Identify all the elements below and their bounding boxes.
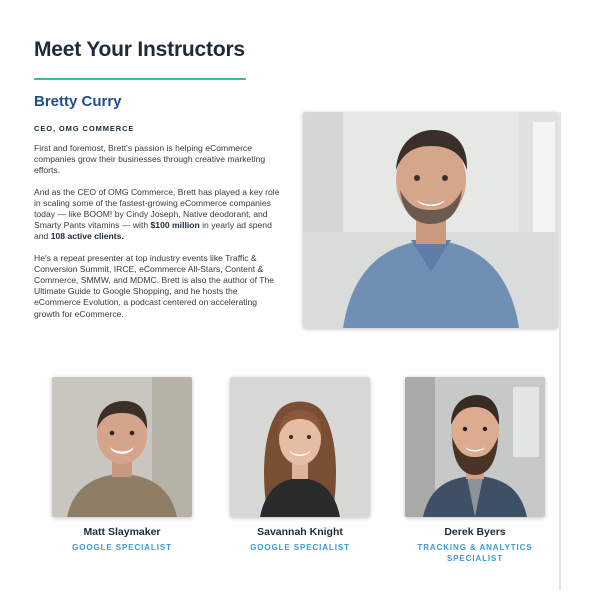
instructor-name: Derek Byers xyxy=(444,526,506,538)
portrait-illustration xyxy=(303,112,558,328)
ad-spend-highlight: $100 million xyxy=(150,220,200,231)
lead-instructor-photo xyxy=(303,112,558,328)
instructor-role: GOOGLE SPECIALIST xyxy=(72,543,172,552)
instructor-card xyxy=(47,377,197,553)
bio-text: in yearly ad spend and xyxy=(34,220,272,242)
side-divider xyxy=(559,112,561,590)
portrait-illustration xyxy=(405,377,545,517)
portrait-illustration xyxy=(52,377,192,517)
instructor-role: TRACKING & ANALYTICS SPECIALIST xyxy=(417,543,533,563)
bio-paragraph-2 xyxy=(34,187,284,243)
lead-instructor-name: Bretty Curry xyxy=(34,93,122,110)
lead-instructor-role: CEO, OMG COMMERCE xyxy=(34,124,135,133)
page-title: Meet Your Instructors xyxy=(34,38,245,61)
instructor-card xyxy=(225,377,375,553)
instructor-photo xyxy=(405,377,545,517)
lead-instructor-bio xyxy=(34,143,284,330)
instructor-photo xyxy=(230,377,370,517)
bio-text: And as the CEO of OMG Commerce, Brett has played a key role in scaling some of the fastest-growing eCommerce companies today — like BOOM! by Cindy Joseph, Native deodorant, and Smarty Pants vitamins — with xyxy=(34,186,280,231)
portrait-illustration xyxy=(230,377,370,517)
bio-paragraph-3: He's a repeat presenter at top industry events like Traffic & Conversion Summit, IRCE, eCommerce All-Stars, Content & Commerce, SMMW, and MDMC. Brett is also the author of The Ultimate Guide to Google Shopping, and he hosts the eCommerce Evolution, a podcast centered on accelerating growth for eCommerce. xyxy=(34,252,275,319)
instructor-photo xyxy=(52,377,192,517)
instructor-name: Matt Slaymaker xyxy=(83,526,161,538)
title-underline xyxy=(34,78,246,80)
bio-paragraph-1: First and foremost, Brett's passion is helping eCommerce companies grow their businesses through creative marketing efforts. xyxy=(34,143,266,176)
clients-highlight: 108 active clients. xyxy=(50,231,124,242)
instructor-card xyxy=(400,377,550,564)
instructor-role: GOOGLE SPECIALIST xyxy=(250,543,350,552)
instructor-name: Savannah Knight xyxy=(257,526,343,538)
